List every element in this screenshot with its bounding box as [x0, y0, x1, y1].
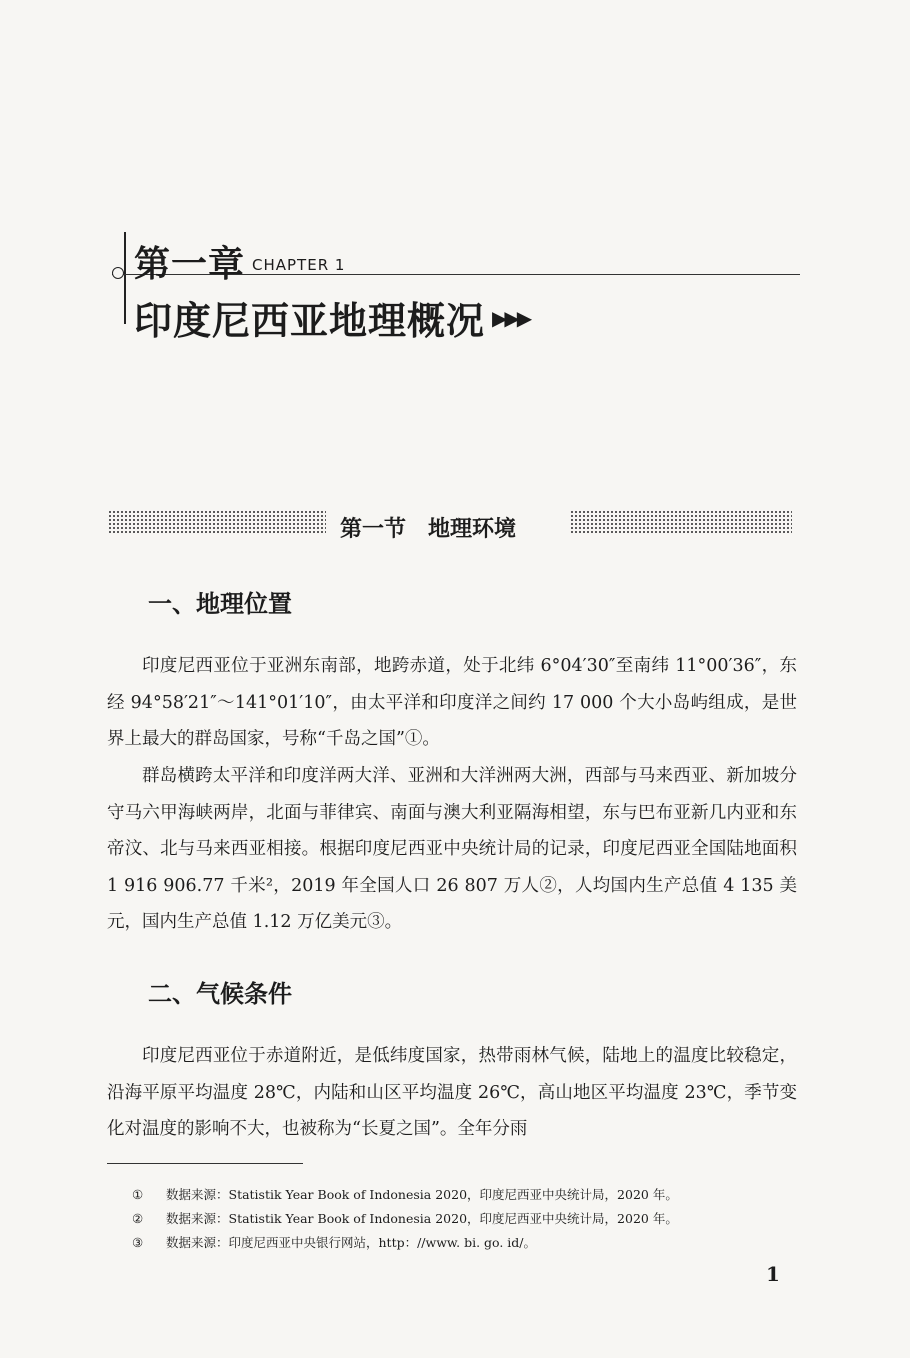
- footnote-text: 数据来源：Statistik Year Book of Indonesia 2020，印度尼西亚中央统计局，2020 年。: [166, 1187, 678, 1202]
- subsection-heading-climate: 二、气候条件: [148, 980, 292, 1008]
- footnote-text: 数据来源：Statistik Year Book of Indonesia 2020，印度尼西亚中央统计局，2020 年。: [166, 1211, 678, 1226]
- footnote-text: 数据来源：印度尼西亚中央银行网站，http：//www. bi. go. id/。: [166, 1235, 536, 1250]
- paragraph-location-1: 印度尼西亚位于亚洲东南部，地跨赤道，处于北纬 6°04′30″至南纬 11°00′36″，东经 94°58′21″～141°01′10″，由太平洋和印度洋之间约 17 000 个大小岛屿组成，是世界上最大的群岛国家，号称“千岛之国”①。: [107, 656, 797, 749]
- chapter-arrows-icon: ▶▶▶: [492, 306, 530, 330]
- paragraph-location-2: 群岛横跨太平洋和印度洋两大洋、亚洲和大洋洲两大洲，西部与马来西亚、新加坡分守马六甲海峡两岸，北面与菲律宾、南面与澳大利亚隔海相望，东与巴布亚新几内亚和东帝汶、北与马来西亚相接。根据印度尼西亚中央统计局的记录，印度尼西亚全国陆地面积 1 916 906.77 千米²，2019 年全国人口 26 807 万人②，人均国内生产总值 4 135 美元，国内生产总值 1.12 万亿美元③。: [107, 766, 797, 932]
- chapter-english-label: CHAPTER 1: [252, 256, 346, 274]
- footnote-2: [132, 1209, 678, 1227]
- chapter-title: 印度尼西亚地理概况: [134, 299, 486, 343]
- paragraph-climate-1: 印度尼西亚位于赤道附近，是低纬度国家，热带雨林气候，陆地上的温度比较稳定，沿海平原平均温度 28℃，内陆和山区平均温度 26℃，高山地区平均温度 23℃，季节变化对温度的影响不大，也被称为“长夏之国”。全年分雨: [107, 1046, 797, 1139]
- chapter-number: 第一章: [134, 244, 246, 285]
- chapter-vertical-rule: [124, 232, 126, 324]
- subsection-heading-location: 一、地理位置: [148, 590, 292, 618]
- section-dotted-band-right: [570, 510, 792, 534]
- section-title: 第一节 地理环境: [340, 516, 517, 542]
- chapter-rule-circle-icon: [112, 267, 124, 279]
- footnote-rule: [107, 1163, 303, 1164]
- footnote-3: [132, 1233, 536, 1251]
- footnote-1: [132, 1185, 678, 1203]
- section-dotted-band-left: [108, 510, 326, 534]
- page-number: 1: [766, 1262, 780, 1286]
- footnote-mark: ②: [132, 1211, 144, 1226]
- footnote-mark: ③: [132, 1235, 144, 1250]
- footnote-mark: ①: [132, 1187, 144, 1202]
